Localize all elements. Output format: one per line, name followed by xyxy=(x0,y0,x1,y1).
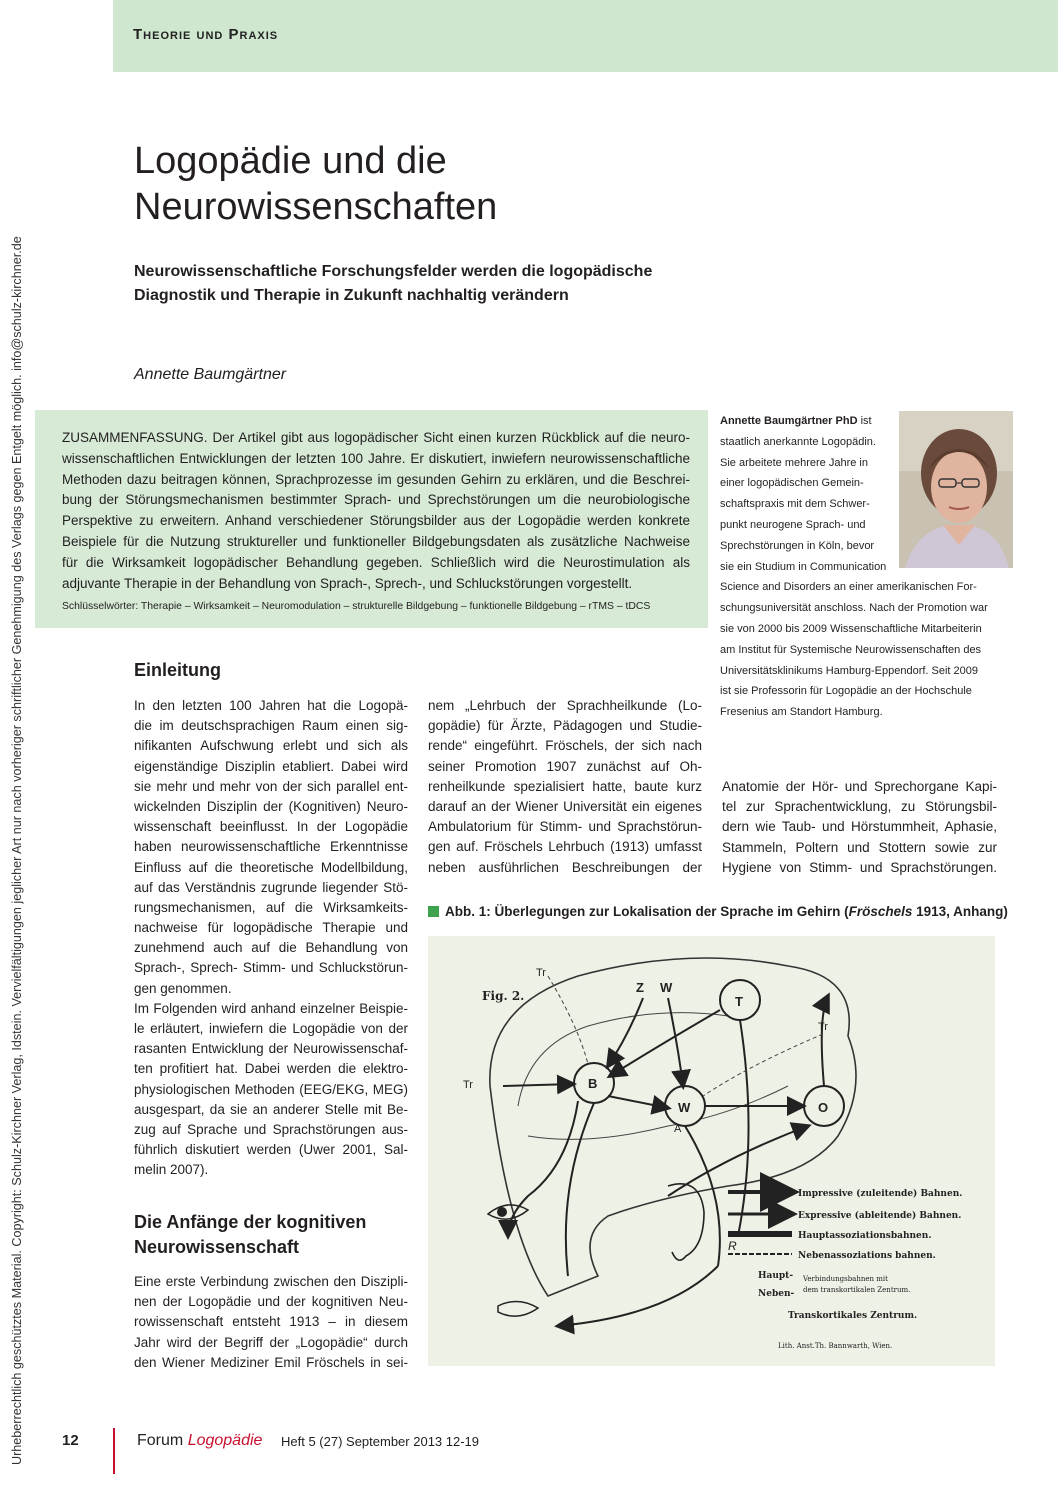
figure-caption: Abb. 1: Überlegungen zur Lokalisation der Sprache im Gehirn (Fröschels 1913, Anhang) xyxy=(428,904,1008,919)
bio-line: schungsuniversität anschloss. Nach der Promotion war xyxy=(720,602,988,615)
text-line: gen genommen. xyxy=(134,980,232,996)
legend-label: Haupt- xyxy=(758,1271,794,1281)
text-line: seiner Promotion 1907 zunächst auf Oh- xyxy=(428,758,702,774)
lithograph-credit: Lith. Anst.Th. Bannwarth, Wien. xyxy=(778,1342,893,1350)
heading-line: Neurowissenschaft xyxy=(134,1237,300,1257)
bio-line: staatlich anerkannte Logopädin. xyxy=(720,435,876,448)
tr-left-label: Tr xyxy=(463,1079,473,1091)
abstract-line: Methoden dazu beitragen können, Sprachprozesse im gesunden Gehirn zu erklären, und die Beschrei- xyxy=(62,471,690,487)
text-line: Ambulatorium für Stimm- und Sprachstörun- xyxy=(428,819,702,835)
legend-label: Hauptassoziationsbahnen. xyxy=(798,1231,932,1241)
text-line: renheilkunde spezialisiert hatte, baute kurz xyxy=(428,778,702,794)
bio-line: Science and Disorders an einer amerikanischen For- xyxy=(720,581,977,594)
text-line: Eine erste Verbindung zwischen den Diszipli- xyxy=(134,1274,408,1289)
bio-line: schaftspraxis mit dem Schwer- xyxy=(720,498,870,511)
node-o-label: O xyxy=(818,1100,829,1115)
bio-line: ist sie Professorin für Logopädie an der Hochschule xyxy=(720,685,972,698)
bio-line: Annette Baumgärtner PhD ist xyxy=(720,415,872,427)
author-name: Annette Baumgärtner xyxy=(134,366,287,383)
bio-line: einer logopädischen Gemein- xyxy=(720,477,864,490)
text-line: le erläutert, inwiefern die Logopädie von der xyxy=(134,1021,408,1036)
subtitle-line: Diagnostik und Therapie in Zukunft nachhaltig verändern xyxy=(134,287,569,304)
legend-label: Verbindungsbahnen mit xyxy=(803,1275,888,1283)
text-line: Sprach-, Sprech- Stimm- und Schluckstörun- xyxy=(134,960,408,976)
text-line: nachweise für logopädische Therapie und xyxy=(134,920,408,936)
node-z-label: Z xyxy=(636,980,644,995)
heading-anfaenge xyxy=(134,1210,366,1260)
author-photo xyxy=(899,411,1013,568)
text-line: auf das Verständnis zugrunde liegender Stö- xyxy=(134,879,408,895)
heading-line: Die Anfänge der kognitiven xyxy=(134,1212,367,1232)
text-line: zunehmend auch auf die Behandlung von xyxy=(134,940,408,956)
text-line: Im Folgenden wird anhand einzelner Beispie- xyxy=(134,1000,408,1016)
legend-label: Impressive (zuleitende) Bahnen. xyxy=(798,1189,963,1199)
text-line: rende“ eingeführt. Fröschels, der sich nach xyxy=(428,738,702,754)
text-line: rasanten Entwicklung der Neurowissenschaf- xyxy=(134,1041,408,1057)
node-a-label: A xyxy=(674,1123,682,1135)
abstract-line: ZUSAMMENFASSUNG. Der Artikel gibt aus logopädischer Sicht einen kurzen Rückblick auf die neuro- xyxy=(62,430,690,445)
node-t-label: T xyxy=(735,994,743,1009)
bio-line: punkt neurogene Sprach- und xyxy=(720,518,866,531)
text-line: den Wiener Mediziner Emil Fröschels in sei- xyxy=(134,1354,408,1370)
abstract-line: Beispiele für die Nutzung struktureller und funktioneller Bildgebungsdaten als zusätzliche Nachweise xyxy=(62,533,690,549)
legend-label: Expressive (ableitende) Bahnen. xyxy=(798,1211,962,1221)
text-line: melin 2007). xyxy=(134,1162,209,1178)
abstract-line: für die Wirksamkeit logopädischer Behandlung gegeben. Schließlich wird die Neurostimulation als xyxy=(62,554,690,570)
text-line: ten profitiert hat. Dabei werden die elektro- xyxy=(134,1061,408,1077)
abstract-line: Perspektive zu erweitern. Anhand verschiedener Störungsbilder aus der Logopädie werden konkrete xyxy=(62,513,690,529)
abstract-line: bung der Störungsmechanismen bestimmter Sprach- und Sprechstörungen um die neurobiologische xyxy=(62,492,690,508)
text-line: gen auf. Fröschels Lehrbuch (1913) umfasst xyxy=(428,839,702,855)
fig-label: Fig. 2. xyxy=(482,989,525,1003)
title-line: Neurowissenschaften xyxy=(134,186,498,228)
text-line: zug auf Sprache und Sprachstörungen aus- xyxy=(134,1121,408,1137)
text-line: ausgespart, da sie an anderer Stelle mit Be- xyxy=(134,1101,408,1117)
legend-label: Transkortikales Zentrum. xyxy=(788,1311,918,1321)
section-label: Theorie und Praxis xyxy=(133,26,279,43)
abstract-text xyxy=(62,428,690,594)
einleitung-col1 xyxy=(134,696,408,1181)
text-line: eigenständige Disziplin etabliert. Dabei wird xyxy=(134,758,408,774)
text-line: nem „Lehrbuch der Sprachheilkunde (Lo- xyxy=(428,698,702,713)
text-line: nen der Logopädie und der kognitiven Neu- xyxy=(134,1294,408,1310)
caption-square-icon xyxy=(428,906,439,917)
text-line: physiologischen Methoden (EEG/EKG, MEG) xyxy=(134,1081,408,1097)
text-line: darauf an der Wiener Universität ein eigenes xyxy=(428,798,702,814)
page-number: 12 xyxy=(62,1432,79,1449)
brain-diagram-figure xyxy=(428,936,995,1366)
text-line: rungsmechanismen, auf die Wirksamkeits- xyxy=(134,899,408,915)
bio-line: Sprechstörungen in Köln, bevor xyxy=(720,539,875,552)
heading-einleitung: Einleitung xyxy=(134,660,221,680)
tr-top-label: Tr xyxy=(536,967,546,979)
footer-rule xyxy=(113,1428,115,1474)
article-subtitle xyxy=(134,260,694,308)
text-line: dern wie Taub- und Hörstummheit, Aphasie, xyxy=(722,819,997,835)
node-b-label: B xyxy=(588,1076,598,1091)
text-line: nifikanten Aufschwung erlebt und sich als xyxy=(134,738,408,754)
tr-right-label: Tr xyxy=(818,1021,828,1033)
bio-line: Sie arbeitete mehrere Jahre in xyxy=(720,456,868,469)
abstract-line: wissenschaftlichen Entwicklungen der letzten 100 Jahre. Er diskutiert, inwiefern neurowissenschaftliche xyxy=(62,450,690,466)
text-line: In den letzten 100 Jahren hat die Logopä- xyxy=(134,698,408,713)
anfaenge-col2 xyxy=(428,696,702,878)
text-line: Stammeln, Poltern und Stottern sowie zur xyxy=(722,839,997,855)
keywords: Schlüsselwörter: Therapie – Wirksamkeit – Neuromodulation – strukturelle Bildgebung – funktionelle Bildgebung – rTMS – tDCS xyxy=(62,601,651,612)
node-w-label: W xyxy=(678,1100,691,1115)
anfaenge-col1 xyxy=(134,1272,408,1373)
text-line: wickelnden Disziplin der (Kognitiven) Neuro- xyxy=(134,798,408,814)
title-line: Logopädie und die xyxy=(134,140,447,182)
text-line: führlich diskutiert werden (Uwer 2001, Sal- xyxy=(134,1142,408,1158)
article-title xyxy=(134,138,654,230)
subtitle-line: Neurowissenschaftliche Forschungsfelder werden die logopädische xyxy=(134,263,653,280)
journal-name: Forum Logopädie xyxy=(137,1432,263,1449)
text-line: gopädie) für Ärzte, Pädagogen und Studie- xyxy=(428,718,702,734)
legend-label: dem transkortikalen Zentrum. xyxy=(803,1286,911,1294)
text-line: rowissenschaft entsteht 1913 – in diesem xyxy=(134,1314,408,1330)
bio-line: sie von 2000 bis 2009 Wissenschaftliche Mitarbeiterin xyxy=(720,622,982,635)
node-w2-label: W xyxy=(660,980,673,995)
text-line: wissenschaft beeinflusst. In der Logopädie xyxy=(134,819,408,835)
bio-line: Fresenius am Standort Hamburg. xyxy=(720,706,883,719)
text-line: tel zur Sprachentwicklung, zu Störungsbil- xyxy=(722,799,997,815)
text-line: sie mehr und mehr von der sich parallel ent- xyxy=(134,778,408,794)
text-line: Jahr wird der Begriff der „Logopädie“ durch xyxy=(134,1334,408,1350)
bio-name: Annette Baumgärtner PhD xyxy=(720,415,858,427)
copyright-side-note: Urheberrechtlich geschütztes Material. Copyright: Schulz-Kirchner Verlag, Idstein. Vervielfältigungen jeglicher Art nur nach vorheriger schriftlicher Genehmigung des Verlags gegen Entgelt möglich. info@schulz-kirchner.de xyxy=(10,236,24,1465)
text-line: die im deutschsprachigen Raum einen sig- xyxy=(134,718,408,734)
text-line: Anatomie der Hör- und Sprechorgane Kapi- xyxy=(722,779,997,794)
text-line: Einfluss auf die theoretische Modellbildung, xyxy=(134,859,408,875)
bio-line: Universitätsklinikums Hamburg-Eppendorf. Seit 2009 xyxy=(720,664,979,677)
journal-logo-text: Logopädie xyxy=(187,1432,263,1449)
legend-label: Nebenassoziations bahnen. xyxy=(798,1251,936,1261)
abstract-line: adjuvante Therapie in der Behandlung von Sprach-, Sprech-, und Schluckstörungen vorgestellt. xyxy=(62,575,633,591)
anfaenge-col3 xyxy=(722,777,997,878)
legend-label: Neben- xyxy=(758,1289,795,1299)
text-line: neben ausführlichen Beschreibungen der xyxy=(428,859,702,875)
bio-line: am Institut für Systemische Neurowissenschaften des xyxy=(720,643,982,656)
text-line: Hygiene von Stimm- und Sprachstörungen. xyxy=(722,859,997,875)
bio-line: sie ein Studium in Communication xyxy=(720,560,887,573)
text-line: haben neurowissenschaftliche Erkenntnisse xyxy=(134,839,408,855)
issue-info: Heft 5 (27) September 2013 12-19 xyxy=(281,1434,480,1449)
node-r-label: R xyxy=(728,1239,737,1253)
